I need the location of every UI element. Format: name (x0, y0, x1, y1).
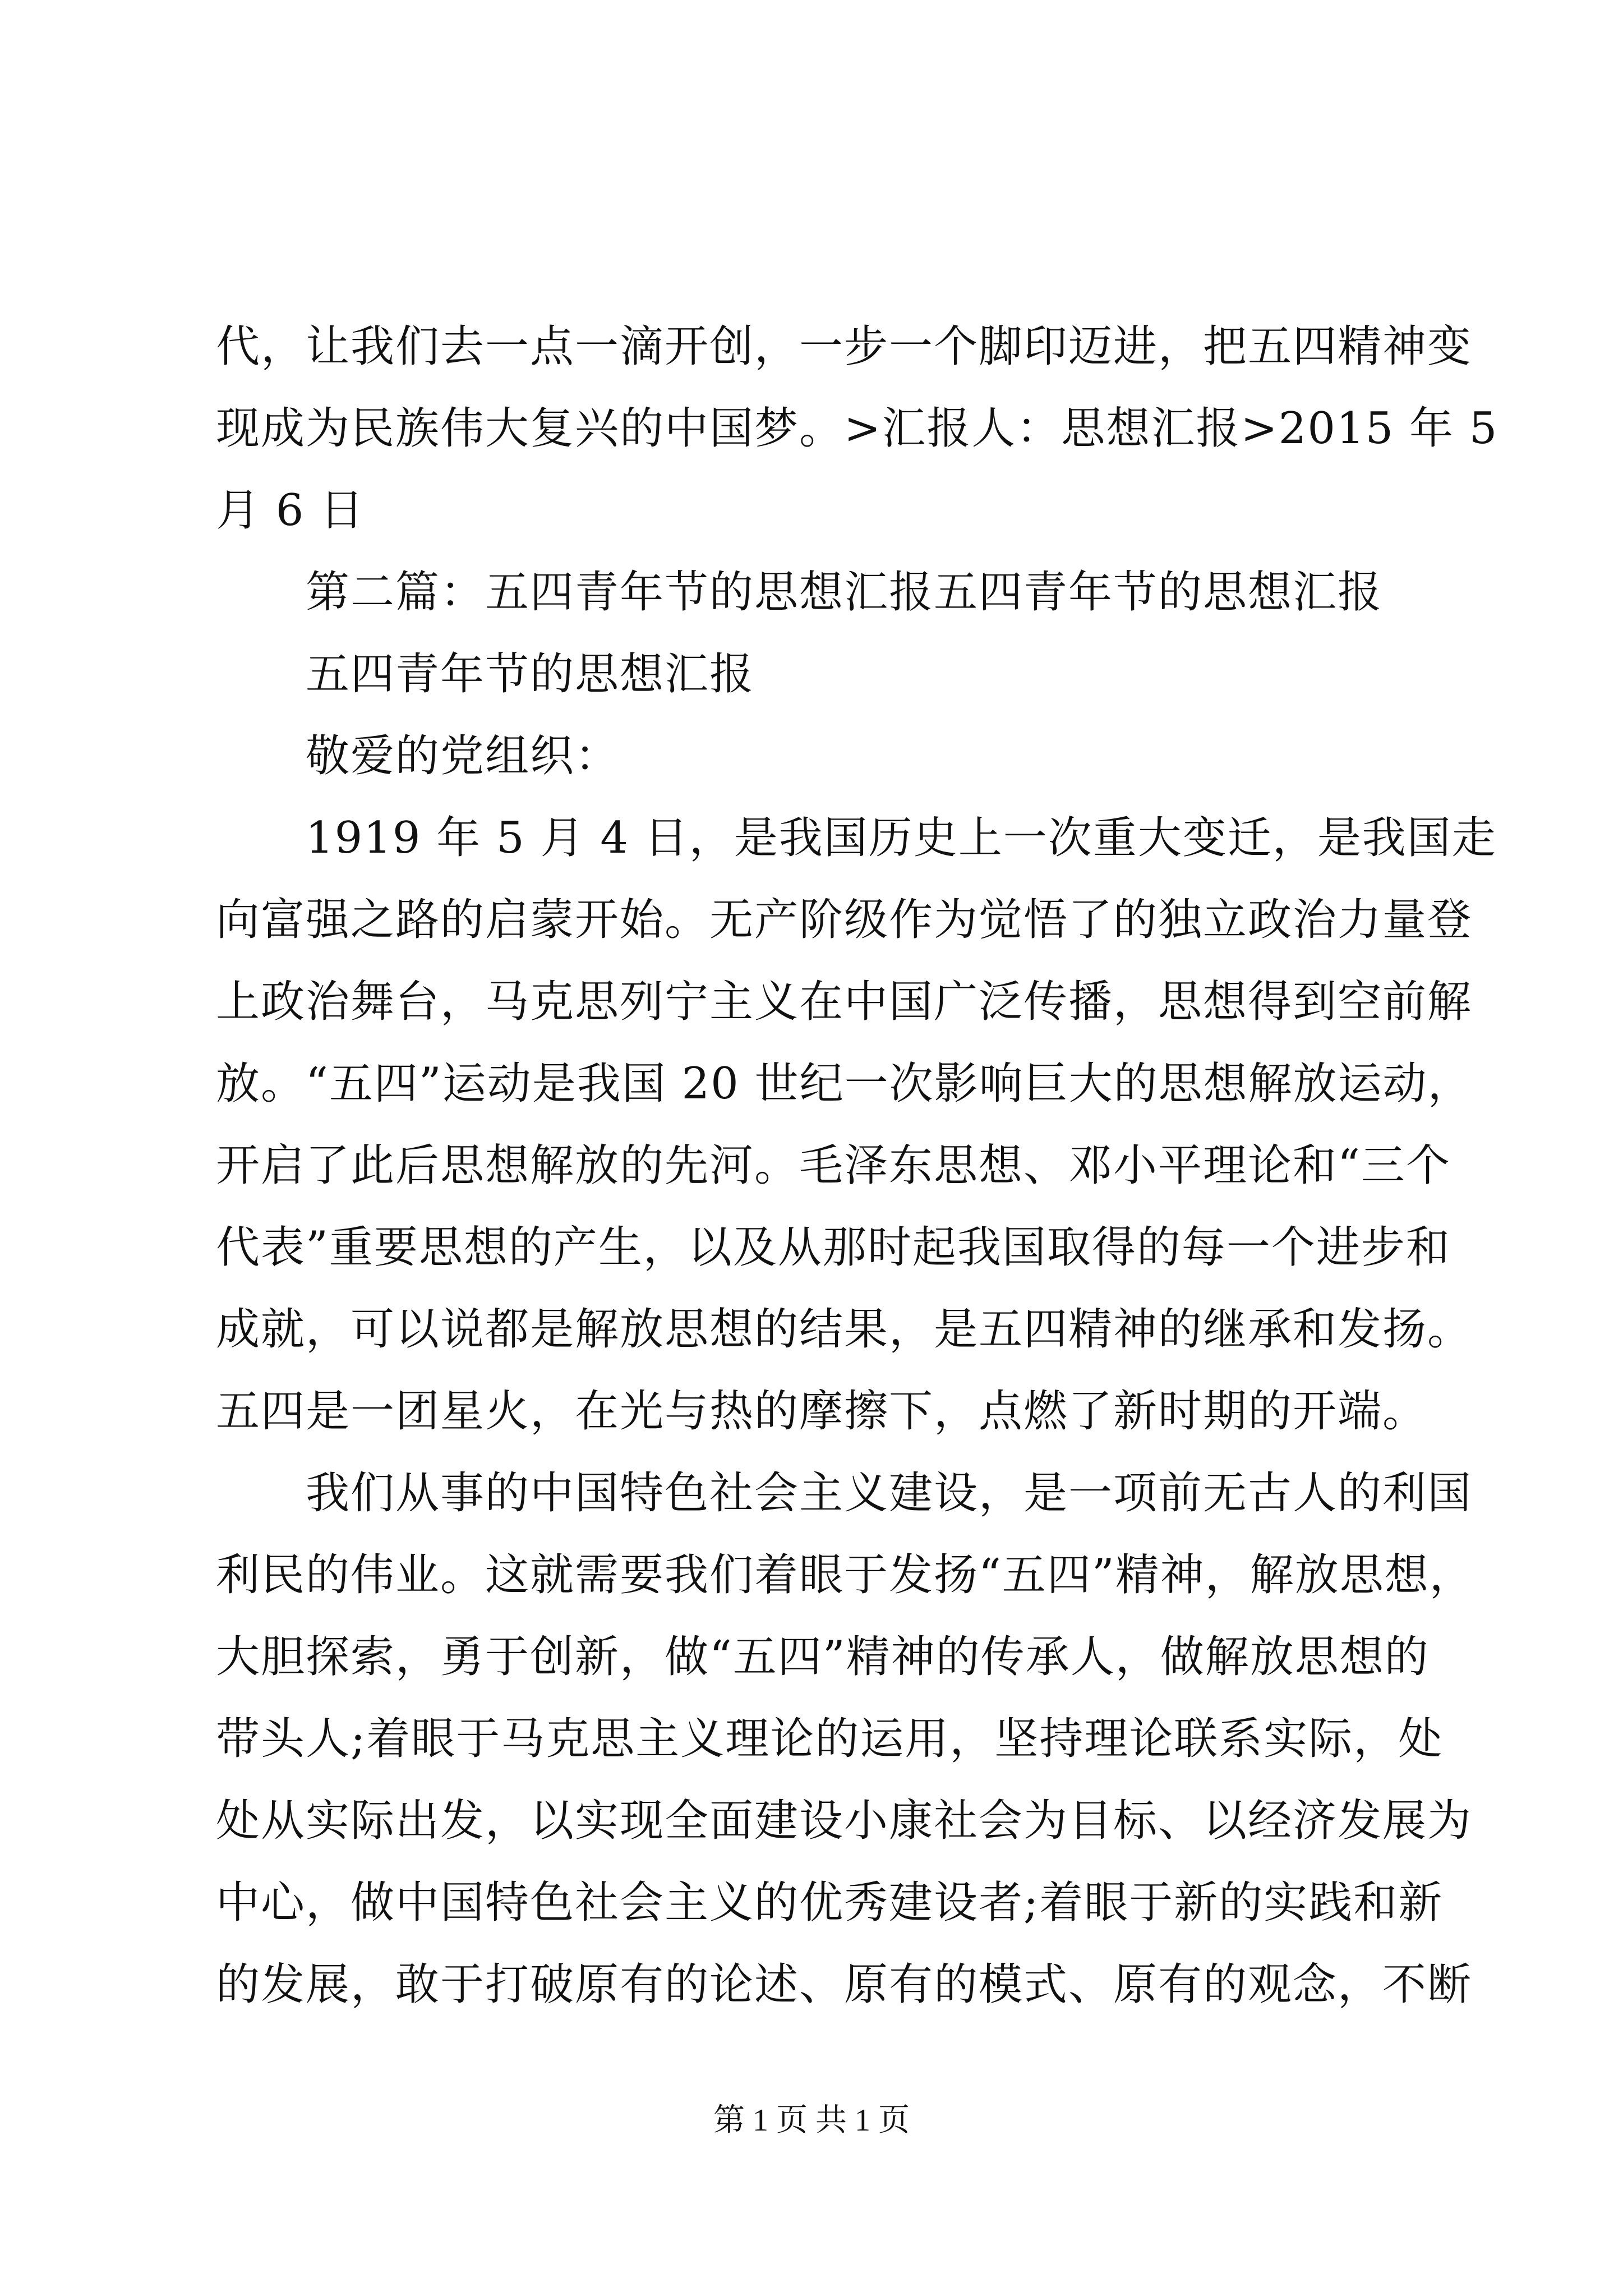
document-body (216, 306, 1498, 2026)
text-line: 向富强之路的启蒙开始。无产阶级作为觉悟了的独立政治力量登 (216, 895, 1473, 945)
text-line: 开启了此后思想解放的先河。毛泽东思想、邓小平理论和“三个 (216, 1140, 1451, 1191)
text-line: 中心，做中国特色社会主义的优秀建设者;着眼于新的实践和新 (216, 1878, 1444, 1928)
text-line: 代，让我们去一点一滴开创，一步一个脚印迈进，把五四精神变 (216, 321, 1473, 372)
page-number: 第 1 页 共 1 页 (713, 2103, 910, 2138)
text-line: 五四是一团星火，在光与热的摩擦下，点燃了新时期的开端。 (216, 1386, 1428, 1437)
text-line: 上政治舞台，马克思列宁主义在中国广泛传播，思想得到空前解 (216, 977, 1473, 1027)
text-line: 1919 年 5 月 4 日，是我国历史上一次重大变迁，是我国走 (216, 813, 1497, 863)
text-line: 成就，可以说都是解放思想的结果，是五四精神的继承和发扬。 (216, 1304, 1473, 1355)
document-title: 五四青年节的思想汇报 (216, 649, 755, 700)
text-line: 现成为民族伟大复兴的中国梦。>汇报人：思想汇报>2015 年 5 (216, 403, 1498, 454)
page-footer (0, 2101, 1623, 2140)
text-line: 利民的伟业。这就需要我们着眼于发扬“五四”精神，解放思想， (216, 1550, 1474, 1600)
text-line: 我们从事的中国特色社会主义建设，是一项前无古人的利国 (216, 1468, 1473, 1519)
text-line: 处从实际出发，以实现全面建设小康社会为目标、以经济发展为 (216, 1796, 1473, 1846)
text-line: 大胆探索，勇于创新，做“五四”精神的传承人，做解放思想的 (216, 1632, 1430, 1682)
text-line: 月 6 日 (216, 485, 365, 536)
text-line: 的发展，敢于打破原有的论述、原有的模式、原有的观念，不断 (216, 1959, 1473, 2010)
text-line: 带头人;着眼于马克思主义理论的运用，坚持理论联系实际，处 (216, 1714, 1444, 1764)
text-line: 代表”重要思想的产生，以及从那时起我国取得的每一个进步和 (216, 1222, 1451, 1273)
text-line: 放。“五四”运动是我国 20 世纪一次影响巨大的思想解放运动， (216, 1059, 1473, 1109)
section-heading: 第二篇：五四青年节的思想汇报五四青年节的思想汇报 (216, 567, 1383, 618)
salutation: 敬爱的党组织： (216, 731, 620, 781)
